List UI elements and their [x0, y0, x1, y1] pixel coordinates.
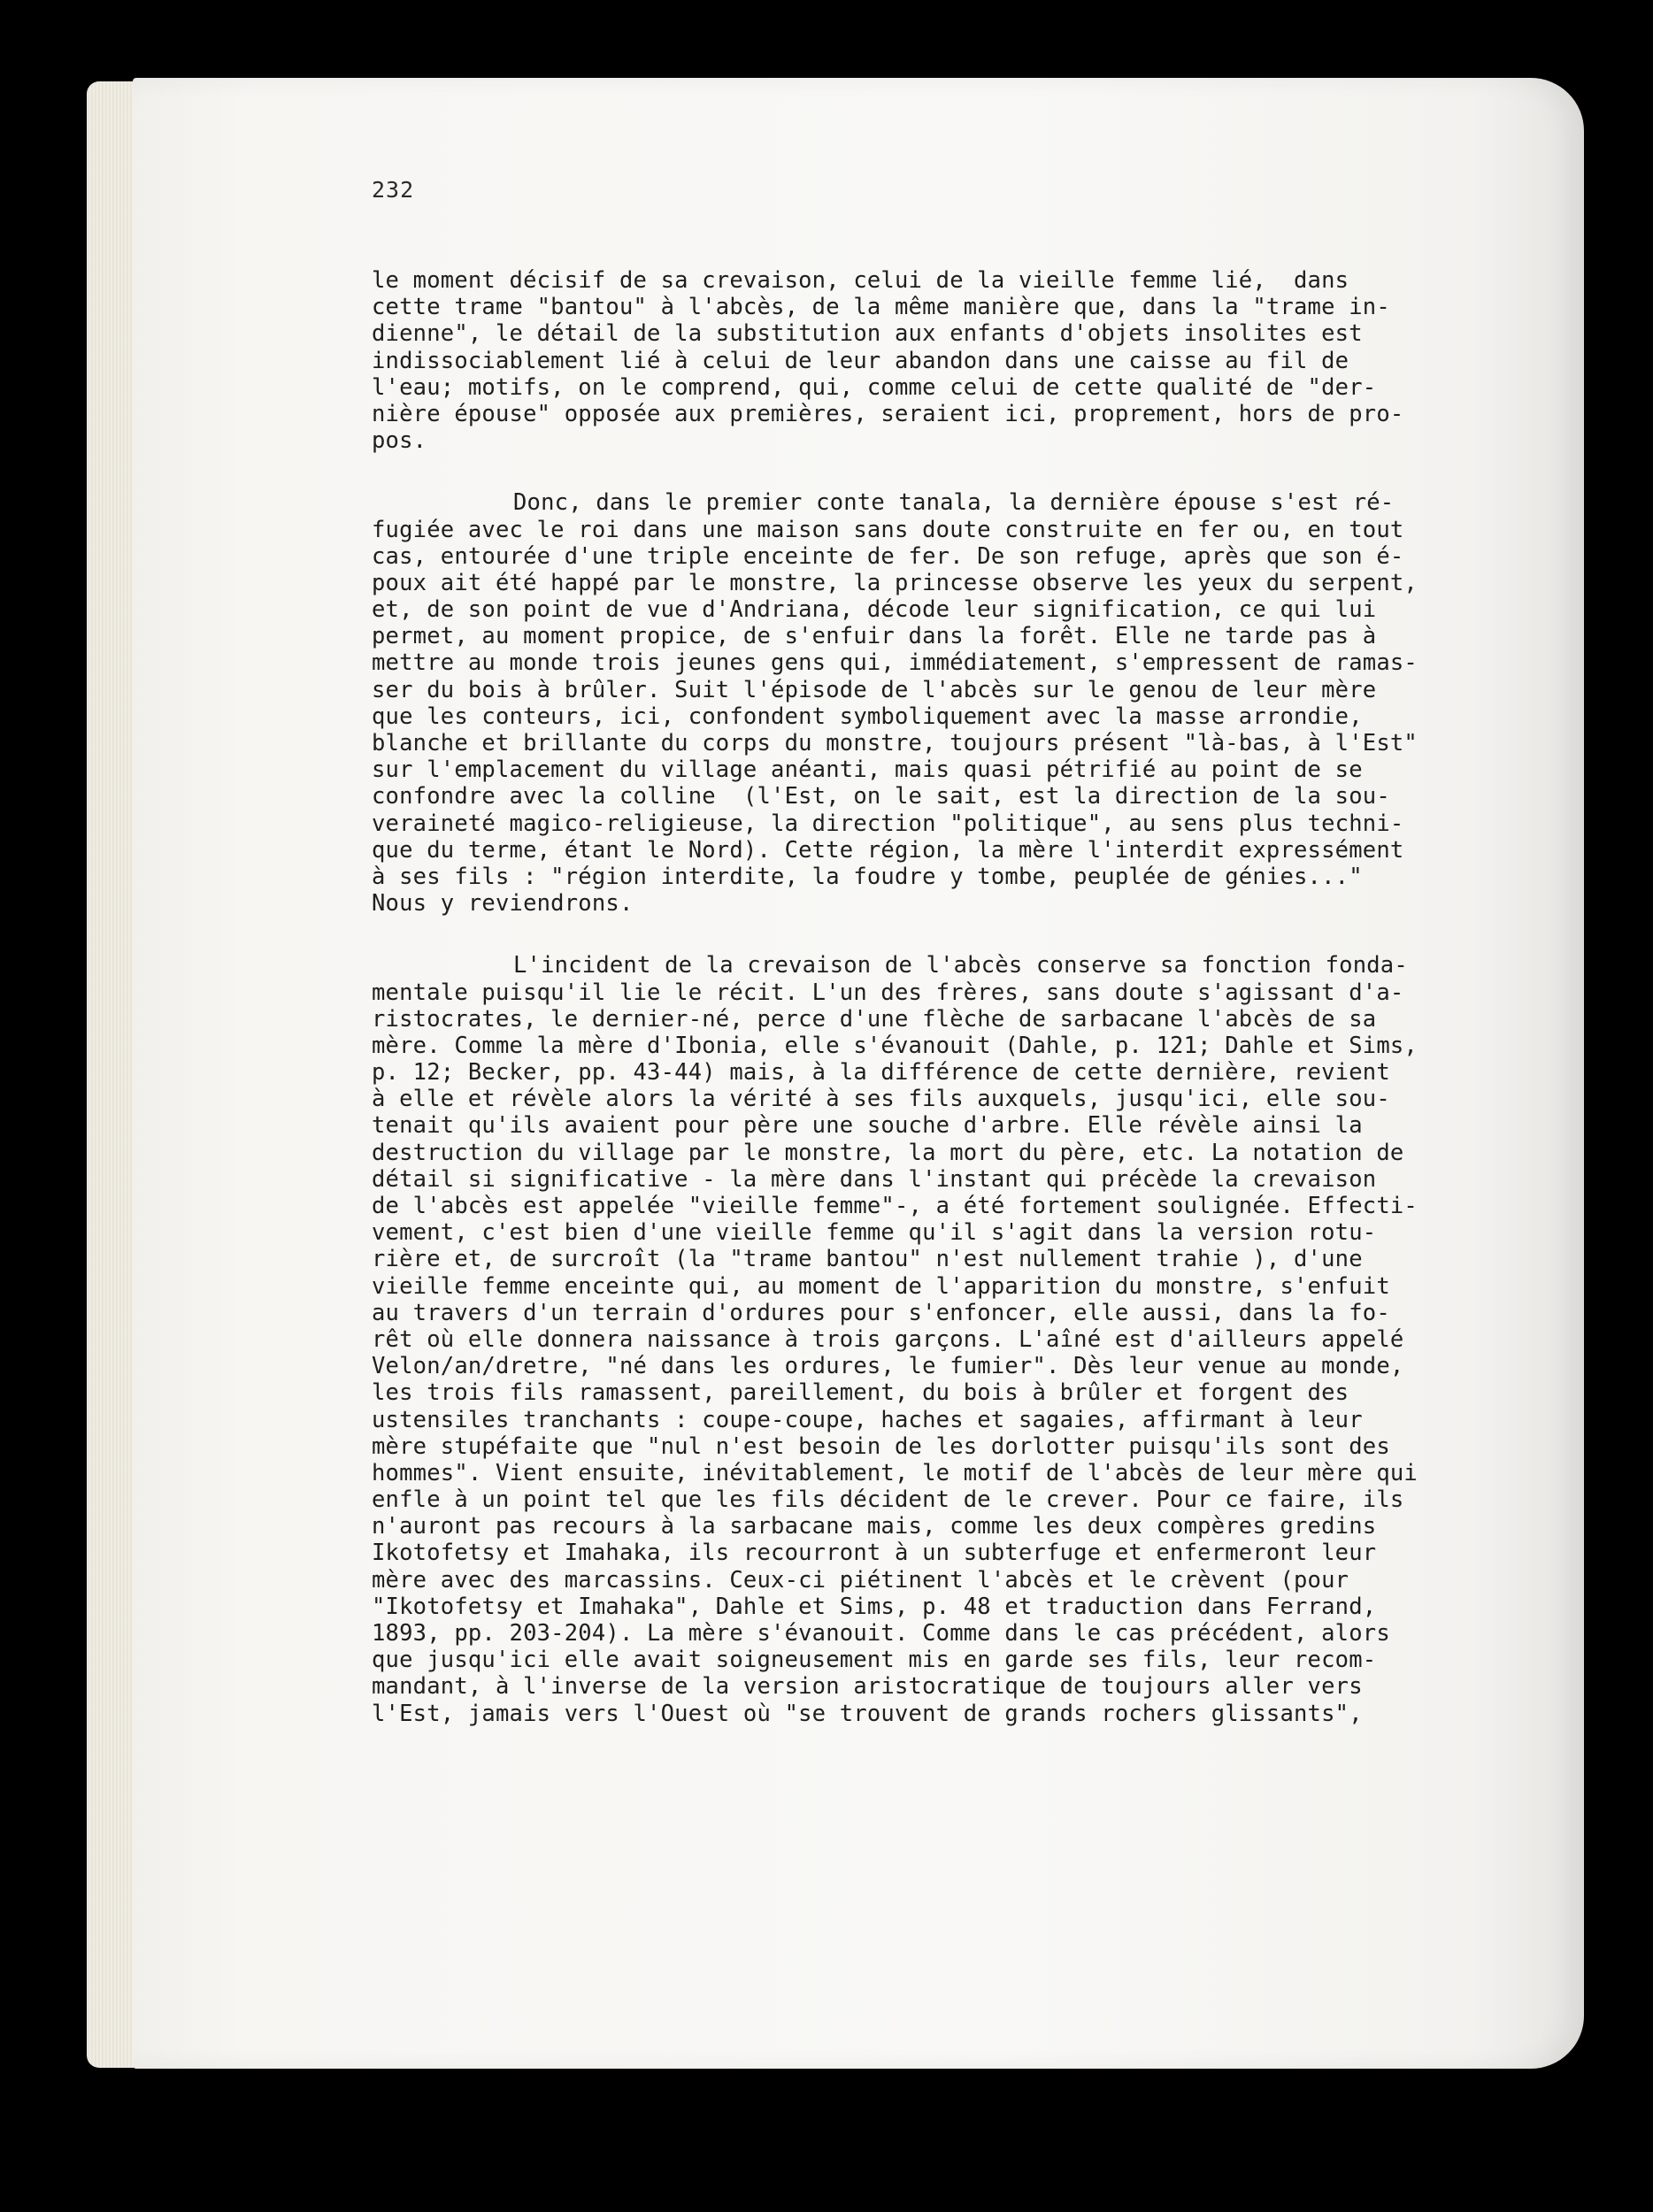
text-line: Donc, dans le premier conte tanala, la dernière épouse s'est ré- [513, 489, 1395, 517]
text-line: tenait qu'ils avaient pour père une souche d'arbre. Elle révèle ainsi la [372, 1112, 1363, 1140]
text-line: que du terme, étant le Nord). Cette région, la mère l'interdit expressément [372, 836, 1404, 864]
text-line: ser du bois à brûler. Suit l'épisode de l'abcès sur le genou de leur mère [372, 676, 1377, 703]
text-line: p. 12; Becker, pp. 43-44) mais, à la différence de cette dernière, revient [372, 1059, 1390, 1087]
text-line: poux ait été happé par le monstre, la princesse observe les yeux du serpent, [372, 569, 1418, 596]
text-line: rière et, de surcroît (la "trame bantou" n'est nullement trahie ), d'une [372, 1246, 1363, 1273]
text-line: enfle à un point tel que les fils décident de le crever. Pour ce faire, ils [372, 1486, 1404, 1514]
text-line: mère. Comme la mère d'Ibonia, elle s'évanouit (Dahle, p. 121; Dahle et Sims, [372, 1032, 1418, 1059]
text-line: mère avec des marcassins. Ceux-ci piétinent l'abcès et le crèvent (pour [372, 1566, 1349, 1594]
text-line: mettre au monde trois jeunes gens qui, immédiatement, s'empressent de ramas- [372, 649, 1418, 677]
text-line: hommes". Vient ensuite, inévitablement, le motif de l'abcès de leur mère qui [372, 1459, 1418, 1486]
text-line: les trois fils ramassent, pareillement, du bois à brûler et forgent des [372, 1379, 1349, 1407]
text-line: fugiée avec le roi dans une maison sans doute construite en fer ou, en tout [372, 516, 1404, 543]
text-line: mère stupéfaite que "nul n'est besoin de les dorlotter puisqu'ils sont des [372, 1432, 1390, 1460]
text-line: confondre avec la colline (l'Est, on le sait, est la direction de la sou- [372, 783, 1390, 810]
text-line: destruction du village par le monstre, la mort du père, etc. La notation de [372, 1139, 1404, 1166]
text-line: que jusqu'ici elle avait soigneusement mis en garde ses fils, leur recom- [372, 1647, 1377, 1674]
text-line: L'incident de la crevaison de l'abcès conserve sa fonction fonda- [513, 952, 1408, 979]
text-line: Velon/an/dretre, "né dans les ordures, le fumier". Dès leur venue au monde, [372, 1353, 1404, 1380]
text-line: pos. [372, 427, 427, 455]
text-line: à ses fils : "région interdite, la foudre y tombe, peuplée de génies..." [372, 863, 1363, 890]
text-line: ustensiles tranchants : coupe-coupe, haches et sagaies, affirmant à leur [372, 1406, 1363, 1433]
text-line: Nous y reviendrons. [372, 890, 634, 918]
paragraph-3 [372, 952, 1442, 1726]
book-page-edges [87, 81, 140, 2068]
text-line: et, de son point de vue d'Andriana, décode leur signification, ce qui lui [372, 596, 1377, 624]
text-line: détail si significative - la mère dans l'instant qui précède la crevaison [372, 1165, 1377, 1193]
text-line: indissociablement lié à celui de leur abandon dans une caisse au fil de [372, 347, 1349, 374]
text-line: rêt où elle donnera naissance à trois garçons. L'aîné est d'ailleurs appelé [372, 1325, 1404, 1353]
text-line: au travers d'un terrain d'ordures pour s'enfoncer, elle aussi, dans la fo- [372, 1299, 1390, 1326]
text-line: que les conteurs, ici, confondent symboliquement avec la masse arrondie, [372, 703, 1363, 730]
text-line: vieille femme enceinte qui, au moment de l'apparition du monstre, s'enfuit [372, 1272, 1390, 1300]
text-line: 1893, pp. 203-204). La mère s'évanouit. Comme dans le cas précédent, alors [372, 1620, 1390, 1647]
text-line: blanche et brillante du corps du monstre, toujours présent "là-bas, à l'Est" [372, 730, 1418, 757]
text-line: le moment décisif de sa crevaison, celui de la vieille femme lié, dans [372, 267, 1349, 294]
text-line: nière épouse" opposée aux premières, seraient ici, proprement, hors de pro- [372, 400, 1404, 427]
text-line: mentale puisqu'il lie le récit. L'un des frères, sans doute s'agissant d'a- [372, 979, 1404, 1006]
paragraph-2 [372, 489, 1442, 917]
paragraph-1 [372, 267, 1442, 454]
text-line: à elle et révèle alors la vérité à ses fils auxquels, jusqu'ici, elle sou- [372, 1086, 1390, 1113]
text-line: n'auront pas recours à la sarbacane mais, comme les deux compères gredins [372, 1513, 1377, 1540]
text-line: cas, entourée d'une triple enceinte de fer. De son refuge, après que son é- [372, 542, 1404, 570]
text-line: mandant, à l'inverse de la version aristocratique de toujours aller vers [372, 1673, 1363, 1701]
text-line: veraineté magico-religieuse, la direction "politique", au sens plus techni- [372, 810, 1404, 837]
text-line: Ikotofetsy et Imahaka, ils recourront à un subterfuge et enfermeront leur [372, 1540, 1377, 1567]
text-line: sur l'emplacement du village anéanti, mais quasi pétrifié au point de se [372, 757, 1363, 784]
text-line: de l'abcès est appelée "vieille femme"-, a été fortement soulignée. Effecti- [372, 1193, 1418, 1219]
text-line: vement, c'est bien d'une vieille femme qu'il s'agit dans la version rotu- [372, 1219, 1377, 1247]
text-line: "Ikotofetsy et Imahaka", Dahle et Sims, p. 48 et traduction dans Ferrand, [372, 1593, 1377, 1620]
page-number: 232 [372, 177, 415, 203]
text-line: cette trame "bantou" à l'abcès, de la même manière que, dans la "trame in- [372, 294, 1390, 321]
text-line: dienne", le détail de la substitution aux enfants d'objets insolites est [372, 320, 1363, 348]
body-text [372, 267, 1442, 1727]
text-line: l'Est, jamais vers l'Ouest où "se trouvent de grands rochers glissants", [372, 1700, 1363, 1727]
text-line: ristocrates, le dernier-né, perce d'une flèche de sarbacane l'abcès de sa [372, 1005, 1377, 1033]
text-line: permet, au moment propice, de s'enfuir dans la forêt. Elle ne tarde pas à [372, 623, 1377, 650]
text-line: l'eau; motifs, on le comprend, qui, comme celui de cette qualité de "der- [372, 373, 1377, 401]
